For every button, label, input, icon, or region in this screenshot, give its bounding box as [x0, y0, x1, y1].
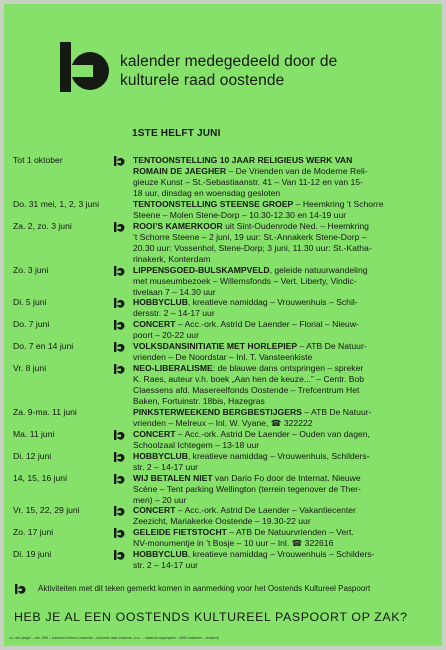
event-date: Vr. 15, 22, 29 juni — [13, 505, 80, 515]
kro-mark-icon — [114, 222, 125, 232]
event-line — [133, 440, 259, 451]
poster — [4, 4, 442, 646]
event-line — [133, 363, 363, 374]
event-title: TENTOONSTELLING 10 JAAR RELIGIEUS WERK VAN — [133, 155, 353, 165]
event-line — [133, 243, 372, 254]
event-detail: , kreatieve namiddag – Vrouwenhuis, Schilders- — [187, 451, 370, 461]
event-line — [133, 330, 199, 341]
event-line — [133, 199, 384, 210]
event-line — [133, 254, 210, 265]
event-detail: vrienden – Melreux – Inl. W. Vyane, ☎ 322222 — [133, 418, 313, 428]
event-date: Do. 7 juni — [13, 319, 50, 329]
event-title: CONCERT — [133, 505, 176, 515]
event-date: Do. 31 mei, 1, 2, 3 juni — [13, 199, 99, 209]
event-line — [133, 265, 368, 276]
event-line — [133, 319, 359, 330]
event-detail: str. 2 – 14-17 uur — [133, 462, 198, 472]
event-date: Di. 5 juni — [13, 297, 47, 307]
event-date: Zo. 3 juni — [13, 265, 49, 275]
event-line — [133, 407, 371, 418]
event-detail: Claessens afd. Masereelfonds Oostende – Trefcentrum Het — [133, 385, 360, 395]
event-line — [133, 549, 374, 560]
event-detail: van Dario Fo door de Internat. Nieuwe — [212, 473, 361, 483]
period-heading: 1STE HELFT JUNI — [132, 128, 221, 139]
event-date: Ma. 11 juni — [13, 429, 55, 439]
event-line — [133, 516, 311, 527]
event-detail: Steene – Molen Stene-Dorp – 10.30-12.30 en 14-19 uur — [133, 210, 347, 220]
event-detail: , kreatieve namiddag – Vrouwenhuis – Schil- — [187, 297, 358, 307]
event-detail: – ATB De Natuur- — [297, 341, 367, 351]
event-detail: str. 2 – 14-17 uur — [133, 560, 198, 570]
event-date: Di. 19 juni — [13, 549, 52, 559]
event-line — [133, 396, 265, 407]
event-detail: – ATB De Natuur- — [301, 407, 372, 417]
kro-mark-icon — [114, 320, 125, 330]
event-detail: rinakerk, Konterdam — [133, 254, 211, 264]
event-detail: – Acc.-ork. Astrid De Laender – Vakantiecenter — [175, 505, 356, 515]
event-detail: Schoolzaal Ichtegem – 13-18 uur — [133, 440, 260, 450]
event-line — [133, 166, 368, 177]
event-line — [133, 538, 333, 549]
event-line — [133, 505, 356, 516]
event-detail: 18 uur, dinsdag en woensdag gesloten — [133, 188, 281, 198]
event-date: Za. 2, zo. 3 juni — [13, 221, 72, 231]
slogan: HEB JE AL EEN OOSTENDS KULTUREEL PASPOORT OP ZAK? — [14, 610, 408, 624]
event-line — [133, 177, 363, 188]
event-detail: – De Vrienden van de Moderne Reli- — [226, 166, 368, 176]
event-title: NEO-LIBERALISME — [133, 363, 213, 373]
event-detail: 20.30 uur: Vossenhol, Stene-Dorp; 3 juni, 11.30 uur: St.-Katha- — [133, 243, 372, 253]
kro-mark-icon — [114, 506, 125, 516]
event-detail: dersstr. 2 – 14-17 uur — [133, 308, 215, 318]
event-line — [133, 232, 367, 243]
kro-mark-icon — [114, 156, 125, 166]
kro-mark-icon — [114, 550, 125, 560]
kro-logo-icon — [60, 42, 110, 92]
event-line — [133, 418, 313, 429]
event-date: Zo. 17 juni — [13, 527, 54, 537]
event-date: Do. 7 en 14 juni — [13, 341, 74, 351]
event-date: Di. 12 juni — [13, 451, 52, 461]
event-detail: , geleide natuurwandeling — [269, 265, 368, 275]
event-date: Za. 9-ma. 11 juni — [13, 407, 77, 417]
event-detail: Scène – Tent parking Wellington (terrein tegenover de Ther- — [133, 484, 361, 494]
event-detail: NV-monumentje in ’t Bosje – 10 uur – Inl. ☎ 322616 — [133, 538, 334, 548]
event-title: GELEIDE FIETSTOCHT — [133, 527, 227, 537]
event-line — [133, 341, 367, 352]
event-line — [133, 308, 215, 319]
event-line — [133, 385, 359, 396]
event-line — [133, 352, 312, 363]
event-line — [133, 188, 280, 199]
event-title: VOLKSDANSINITIATIE MET HORLEPIEP — [133, 341, 298, 351]
kro-mark-icon — [114, 528, 125, 538]
event-line — [133, 495, 187, 506]
event-title: LIPPENSGOED-BULSKAMPVELD — [133, 265, 270, 275]
kro-mark-icon — [15, 584, 26, 594]
event-title: HOBBYCLUB — [133, 451, 188, 461]
event-line — [133, 484, 361, 495]
event-line — [133, 374, 364, 385]
event-date: Vr. 8 juni — [13, 363, 47, 373]
legend-text: Aktiviteiten met dit teken gemerkt komen in aanmerking voor het Oostends Kultureel Paspoort — [38, 584, 371, 593]
event-line — [133, 451, 370, 462]
event-detail: uit Sint-Oudenrode Ned. – Heemkring — [222, 221, 369, 231]
event-line — [133, 221, 369, 232]
event-title: CONCERT — [133, 429, 176, 439]
kro-mark-icon — [114, 298, 125, 308]
event-date: 14, 15, 16 juni — [13, 473, 67, 483]
kro-mark-icon — [114, 474, 125, 484]
event-detail: – Acc.-ork. Astrid De Laender – Florial – Nieuw- — [175, 319, 359, 329]
event-title: TENTOONSTELLING STEENSE GROEP — [133, 199, 294, 209]
event-line — [133, 462, 198, 473]
event-detail: – Acc.-ork. Astrid De Laender – Ouden van dagen, — [175, 429, 370, 439]
event-detail: tivelaan 7 – 14.30 uur — [133, 287, 216, 297]
event-detail: ’t Schorre Steene – 2 juni, 19 uur: St.-Annakerk Stene-Dorp – — [133, 232, 367, 242]
header-title-line-2: kulturele raad oostende — [120, 72, 285, 89]
event-title: PINKSTERWEEKEND BERGBESTIJGERS — [133, 407, 302, 417]
event-line — [133, 297, 358, 308]
event-detail: gieuze Kunst – St.-Sebastiaanstr. 41 – Van 11-12 en van 15- — [133, 177, 363, 187]
event-title: CONCERT — [133, 319, 176, 329]
event-title: HOBBYCLUB — [133, 549, 188, 559]
event-detail: , kreatieve namiddag – Vrouwenhuis – Schilders- — [187, 549, 375, 559]
event-detail: met museumbezoek – Willemsfonds – Vert. Liberty, Vindic- — [133, 276, 357, 286]
event-title: HOBBYCLUB — [133, 297, 188, 307]
event-line — [133, 210, 346, 221]
event-date: Tot 1 oktober — [13, 155, 63, 165]
header-title-line-1: kalender medegedeeld door de — [120, 53, 338, 70]
event-detail: Baken, Fortuinstr. 18bis, Hazegras — [133, 396, 265, 406]
header-title — [120, 52, 337, 90]
kro-mark-icon — [114, 452, 125, 462]
kro-mark-icon — [114, 430, 125, 440]
event-line — [133, 560, 198, 571]
event-title: ROMAIN DE JAEGHER — [133, 166, 227, 176]
event-title: ROOI’S KAMERKOOR — [133, 221, 223, 231]
event-line — [133, 429, 370, 440]
event-detail: Zeezicht, Mariakerke Oostende – 19.30-22 uur — [133, 516, 311, 526]
event-title: WIJ BETALEN NIET — [133, 473, 213, 483]
event-detail: men) – 20 uur — [133, 495, 187, 505]
event-detail: : de blauwe dans ontspringen – spreker — [212, 363, 364, 373]
event-line — [133, 155, 352, 166]
event-line — [133, 473, 361, 484]
event-line — [133, 287, 216, 298]
event-detail: vrienden – De Noordstar – Inl. T. Vansteenkiste — [133, 352, 313, 362]
event-detail: K. Raes, auteur v.h. boek „Aan hen de keuze...” – Centr. Bob — [133, 374, 365, 384]
kro-mark-icon — [114, 364, 125, 374]
event-line — [133, 527, 354, 538]
event-detail: – Heemkring ’t Schorre — [293, 199, 384, 209]
kro-mark-icon — [114, 266, 125, 276]
kro-mark-icon — [114, 342, 125, 352]
credits-footer: v.u. ann jaeger – am. 2/84 – kultureel centrum oostende – kulturele raad oostende, k.r.o. – stadhuis wapenplein – 8400 oostende – drukkerij — [9, 636, 219, 640]
event-detail: poort – 20-22 uur — [133, 330, 199, 340]
event-line — [133, 276, 357, 287]
event-detail: – ATB De Natuurvrienden – Vert. — [226, 527, 354, 537]
